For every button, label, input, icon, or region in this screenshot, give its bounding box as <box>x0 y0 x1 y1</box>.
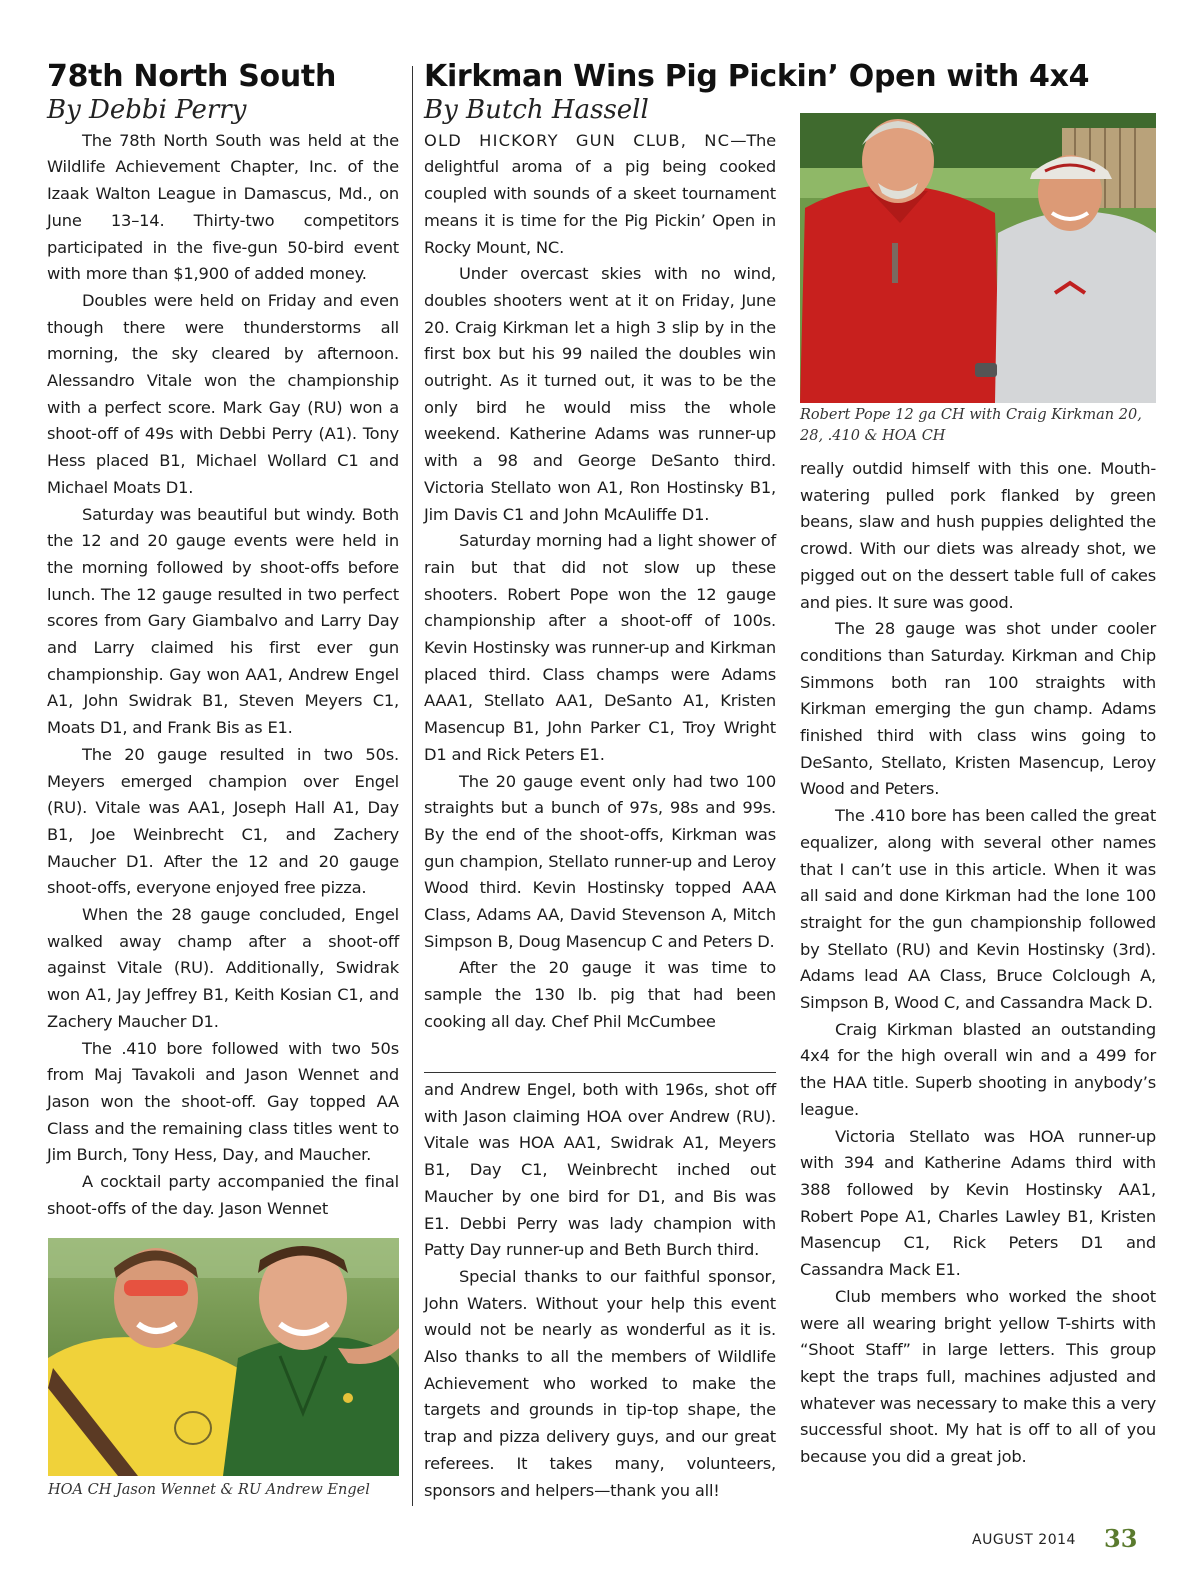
paragraph: Saturday morning had a light shower of rain but that did not slow up these shooters. Robert Pope won the 12 gauge championship after a shoot-off of 100s. Kevin Hostinsky was runner-up and Kirkman placed third. Class champs were Adams AAA1, Stellato AA1, DeSanto A1, Kristen Masencup B1, John Parker C1, Troy Wright D1 and Rick Peters E1. <box>424 531 776 764</box>
paragraph: The 28 gauge was shot under cooler conditions than Saturday. Kirkman and Chip Simmons both ran 100 straights with Kirkman emerging the gun champ. Adams finished third with class wins going to DeSanto, Stellato, Kristen Masencup, Leroy Wood and Peters. <box>800 619 1156 799</box>
page-number: 33 <box>1104 1524 1138 1553</box>
article-north-south <box>47 60 399 1223</box>
paragraph: The 20 gauge event only had two 100 straights but a bunch of 97s, 98s and 99s. By the end of the shoot-offs, Kirkman was gun champion, Stellato runner-up and Leroy Wood third. Kevin Hostinsky topped AAA Class, Adams AA, David Stevenson A, Mitch Simpson B, Doug Masencup C and Peters D. <box>424 771 776 951</box>
column-divider <box>412 66 413 1506</box>
paragraph: and Andrew Engel, both with 196s, shot off with Jason claiming HOA over Andrew (RU). Vitale was HOA AA1, Swidrak A1, Meyers B1, Day C1, Weinbrecht inched out Maucher by one bird for D1, and Bis was E1. Debbi Perry was lady champion with Patty Day runner-up and Beth Burch third. <box>424 1080 776 1260</box>
paragraph: The 20 gauge resulted in two 50s. Meyers emerged champion over Engel (RU). Vitale was AA1, Joseph Hall A1, Day B1, Joe Weinbrecht C1, and Zachery Maucher D1. After the 12 and 20 gauge shoot-offs, everyone enjoyed free pizza. <box>47 744 399 898</box>
headline-north-south: 78th North South <box>47 59 337 94</box>
article-kirkman-continued <box>800 456 1156 1471</box>
paragraph: Saturday was beautiful but windy. Both the 12 and 20 gauge events were held in the morning followed by shoot-offs before lunch. The 12 gauge resulted in two perfect scores from Gary Giambalvo and Larry Day and Larry claimed his first ever gun championship. Gay won AA1, Andrew Engel A1, John Swidrak B1, Steven Meyers C1, Moats D1, and Frank Bis as E1. <box>47 504 399 738</box>
paragraph: The .410 bore followed with two 50s from Maj Tavakoli and Jason Wennet and Jason won the shoot-off. Gay topped AA Class and the remaining class titles went to Jim Burch, Tony Hess, Day, and Maucher. <box>47 1038 399 1165</box>
dateline: OLD HICKORY GUN CLUB, NC <box>424 130 731 150</box>
photo-caption-wennet-engel: HOA CH Jason Wennet & RU Andrew Engel <box>48 1482 370 1498</box>
page-footer <box>972 1524 1152 1554</box>
paragraph: really outdid himself with this one. Mouth-watering pulled pork flanked by green beans, slaw and hush puppies delighted the crowd. With our diets was already shot, we pigged out on the dessert table full of cakes and pies. It sure was good. <box>800 459 1156 612</box>
paragraph: When the 28 gauge concluded, Engel walked away champ after a shoot-off against Vitale (RU). Additionally, Swidrak won A1, Jay Jeffrey B1, Keith Kosian C1, and Zachery Maucher D1. <box>47 905 399 1031</box>
lead-text: —The delightful aroma of a pig being cooked coupled with sounds of a skeet tournament means it is time for the Pig Pickin’ Open in Rocky Mount, NC. <box>424 130 776 257</box>
issue-date: AUGUST 2014 <box>972 1532 1076 1548</box>
photo-caption-pope-kirkman: Robert Pope 12 ga CH with Craig Kirkman 20, 28, .410 & HOA CH <box>800 407 1142 444</box>
paragraph: Club members who worked the shoot were all wearing bright yellow T-shirts with “Shoot Staff” in large letters. This group kept the traps full, machines adjusted and whatever was necessary to make this a very successful shoot. My hat is off to all of you because you did a great job. <box>800 1286 1156 1467</box>
headline-kirkman: Kirkman Wins Pig Pickin’ Open with 4x4 <box>424 59 1090 94</box>
paragraph: Craig Kirkman blasted an outstanding 4x4 for the high overall win and a 499 for the HAA title. Superb shooting in anybody’s league. <box>800 1019 1156 1119</box>
paragraph: Special thanks to our faithful sponsor, John Waters. Without your help this event would not be nearly as wonderful as it is. Also thanks to all the members of Wildlife Achievement who worked to make the targets and grounds in tip-top shape, the trap and pizza delivery guys, and our great referees. It takes many, volunteers, sponsors and helpers—thank you all! <box>424 1266 776 1500</box>
paragraph: The .410 bore has been called the great equalizer, along with several other names that I can’t use in this article. When it was all said and done Kirkman had the lone 100 straight for the gun championship followed by Stellato (RU) and Kevin Hostinsky (3rd). Adams lead AA Class, Bruce Colclough A, Simpson B, Wood C, and Cassandra Mack D. <box>800 806 1156 1013</box>
byline-butch-hassell: By Butch Hassell <box>424 94 649 125</box>
article-north-south-continued <box>424 1077 776 1504</box>
article-divider <box>424 1072 776 1073</box>
paragraph: Under overcast skies with no wind, doubles shooters went at it on Friday, June 20. Craig Kirkman let a high 3 slip by in the first box but his 99 nailed the doubles win outright. As it turned out, it was to be the only bird he would miss the whole weekend. Katherine Adams was runner-up with a 98 and George DeSanto third. Victoria Stellato won A1, Ron Hostinsky B1, Jim Davis C1 and John McAuliffe D1. <box>424 264 776 524</box>
paragraph: Victoria Stellato was HOA runner-up with 394 and Katherine Adams third with 388 followed by Kevin Hostinsky AA1, Robert Pope A1, Charles Lawley B1, Kristen Masencup C1, Rick Peters D1 and Cassandra Mack E1. <box>800 1126 1156 1280</box>
paragraph: After the 20 gauge it was time to sample the 130 lb. pig that had been cooking all day. Chef Phil McCumbee <box>424 958 776 1031</box>
lead-paragraph <box>424 128 776 262</box>
photo-pope-kirkman <box>800 113 1156 403</box>
photo-wennet-engel <box>48 1238 399 1476</box>
paragraph: Doubles were held on Friday and even though there were thunderstorms all morning, the sky cleared by afternoon. Alessandro Vitale won the championship with a perfect score. Mark Gay (RU) won a shoot-off of 49s with Debbi Perry (A1). Tony Hess placed B1, Michael Wollard C1 and Michael Moats D1. <box>47 290 399 497</box>
byline-debbi-perry: By Debbi Perry <box>47 94 247 125</box>
paragraph: The 78th North South was held at the Wildlife Achievement Chapter, Inc. of the Izaak Walton League in Damascus, Md., on June 13–14. Thirty-two competitors participated in the five-gun 50-bird event with more than $1,900 of added money. <box>47 130 399 284</box>
paragraph: A cocktail party accompanied the final shoot-offs of the day. Jason Wennet <box>47 1172 399 1218</box>
